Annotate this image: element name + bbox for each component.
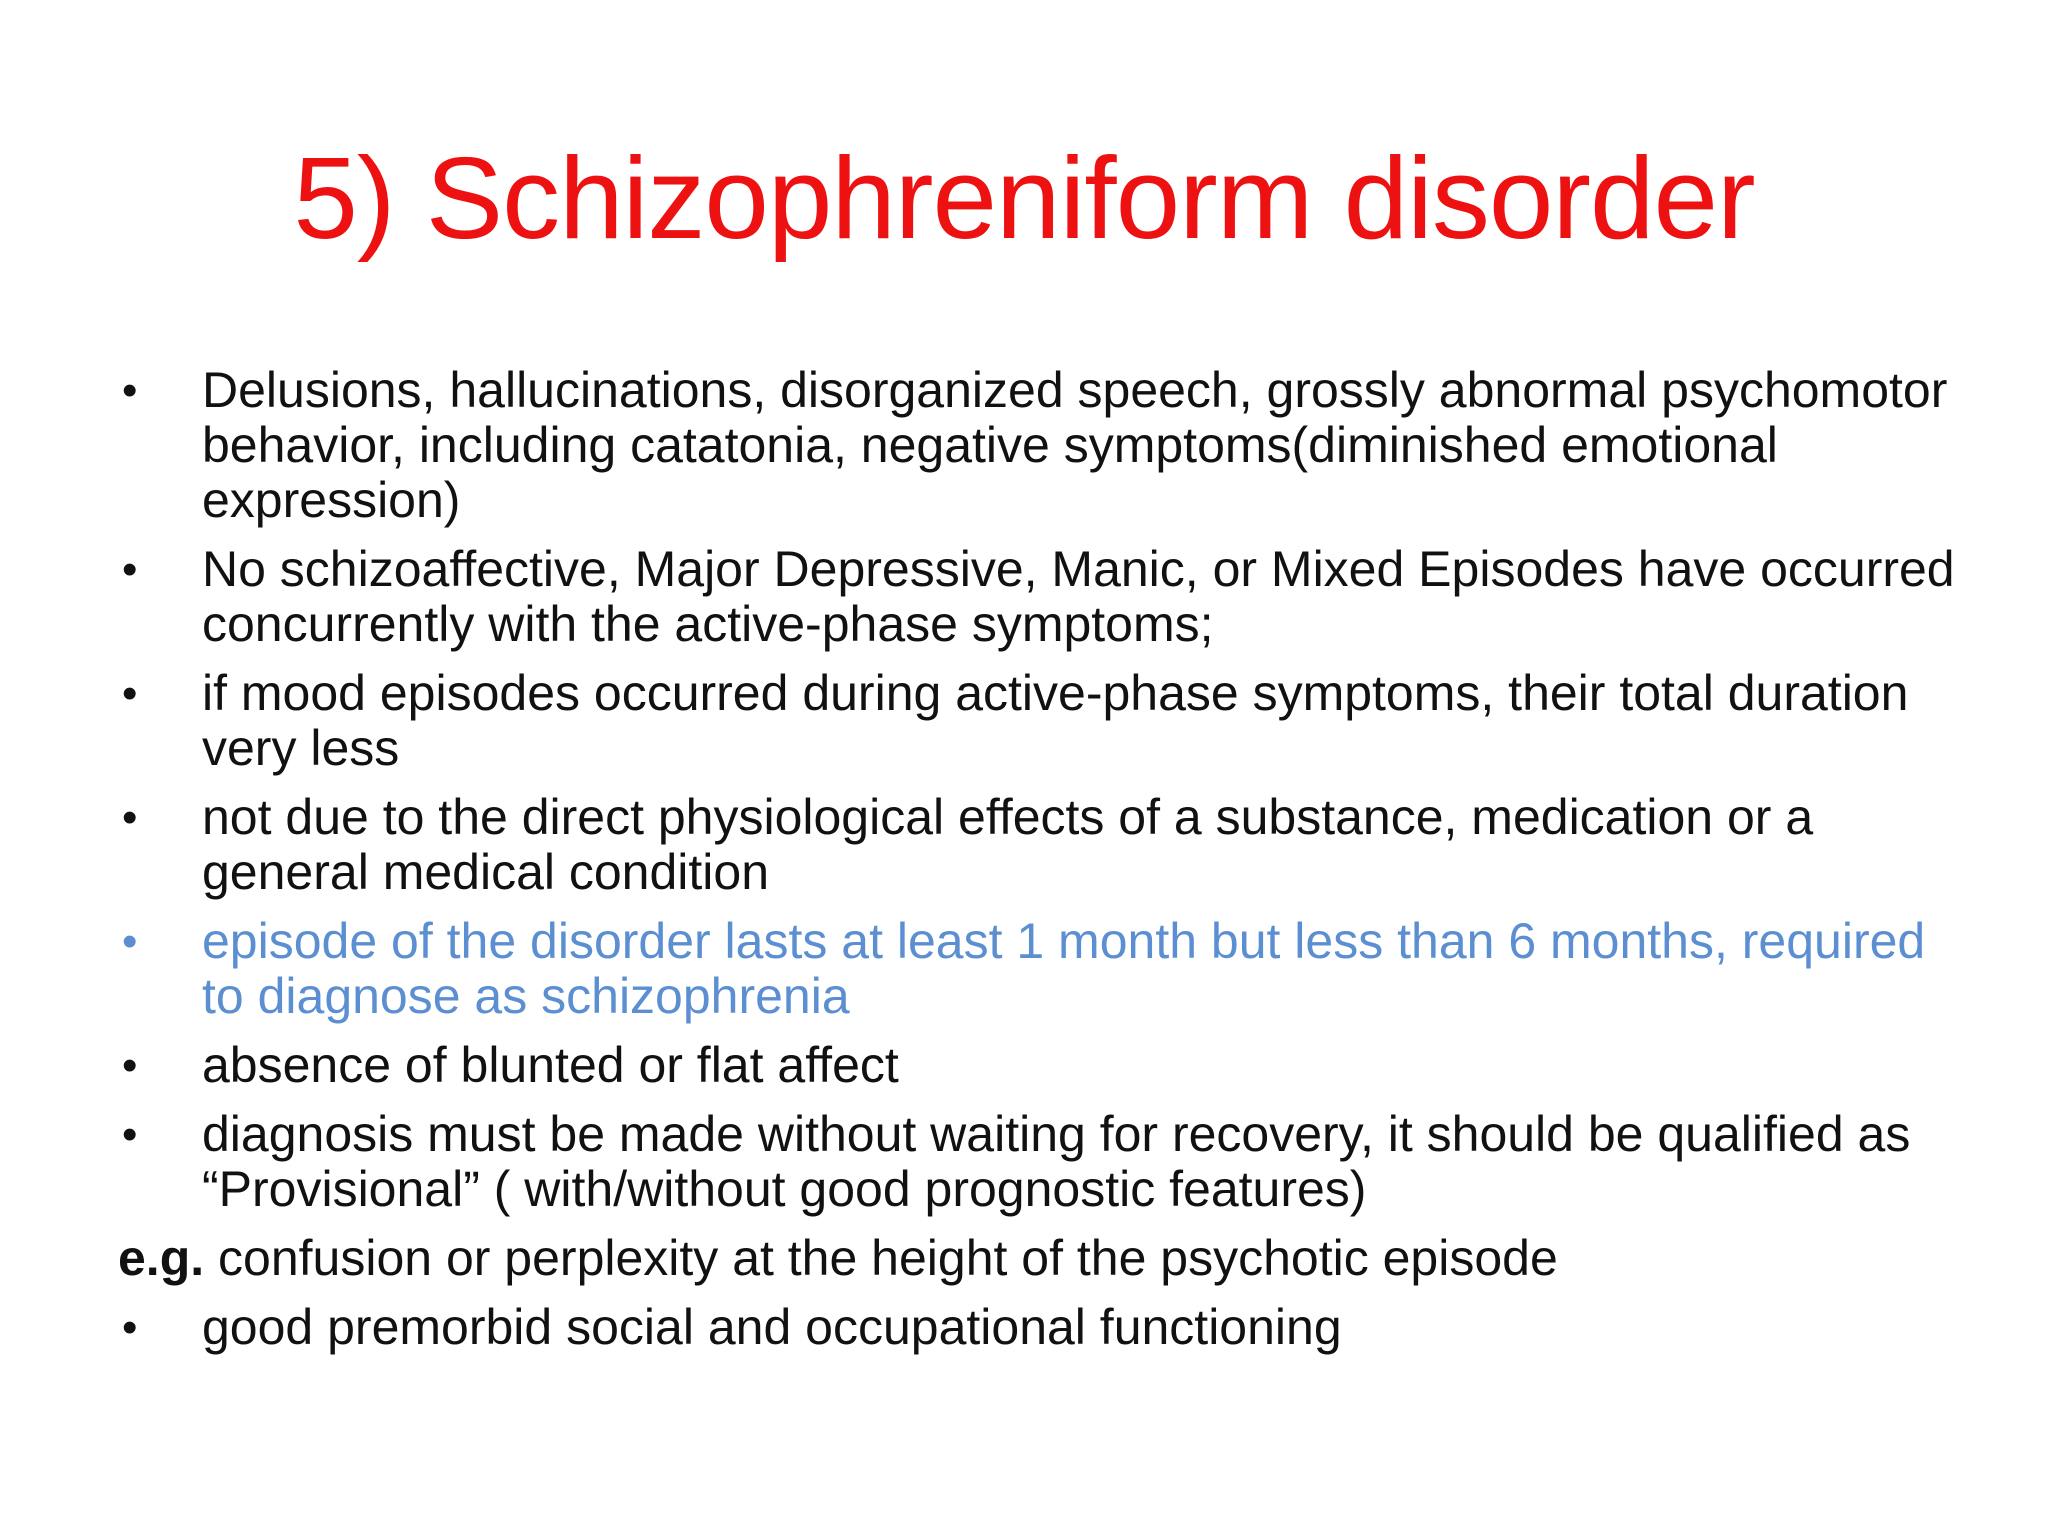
bullet-icon: • bbox=[122, 917, 138, 966]
list-item bbox=[118, 363, 1978, 528]
bullet-icon: • bbox=[122, 1110, 138, 1159]
bullet-icon: • bbox=[122, 669, 138, 718]
list-item-text: episode of the disorder lasts at least 1 month but less than 6 months, required to diagnose as schizophrenia bbox=[202, 913, 1926, 1024]
list-item-text: Delusions, hallucinations, disorganized speech, grossly abnormal psychomotor behavior, including catatonia, negative symptoms(diminished emotional expression) bbox=[202, 362, 1948, 528]
example-text: confusion or perplexity at the height of the psychotic episode bbox=[204, 1230, 1558, 1286]
list-item bbox=[118, 1038, 1978, 1093]
list-item-text: not due to the direct physiological effects of a substance, medication or a general medical condition bbox=[202, 789, 1814, 900]
bullet-list bbox=[118, 363, 1978, 1369]
bullet-icon: • bbox=[122, 1303, 138, 1352]
example-prefix: e.g. bbox=[118, 1230, 205, 1286]
list-item-text: diagnosis must be made without waiting for recovery, it should be qualified as “Provisional” ( with/without good prognostic features) bbox=[202, 1106, 1911, 1217]
list-item bbox=[118, 666, 1978, 776]
list-item bbox=[118, 542, 1978, 652]
bullet-icon: • bbox=[122, 545, 138, 594]
list-item bbox=[118, 1107, 1978, 1217]
list-item bbox=[118, 790, 1978, 900]
slide-title: 5) Schizophreniform disorder bbox=[293, 133, 1755, 263]
bullet-icon: • bbox=[122, 1041, 138, 1090]
list-item-text: No schizoaffective, Major Depressive, Manic, or Mixed Episodes have occurred concurrently with the active-phase symptoms; bbox=[202, 541, 1955, 652]
bullet-icon: • bbox=[122, 793, 138, 842]
list-item-text: absence of blunted or flat affect bbox=[202, 1037, 899, 1093]
list-item-text: if mood episodes occurred during active-phase symptoms, their total duration very less bbox=[202, 665, 1909, 776]
list-item-highlighted bbox=[118, 914, 1978, 1024]
list-item bbox=[118, 1300, 1978, 1355]
bullet-icon: • bbox=[122, 366, 138, 415]
example-note bbox=[118, 1231, 1978, 1286]
list-item-text: good premorbid social and occupational functioning bbox=[202, 1299, 1342, 1355]
